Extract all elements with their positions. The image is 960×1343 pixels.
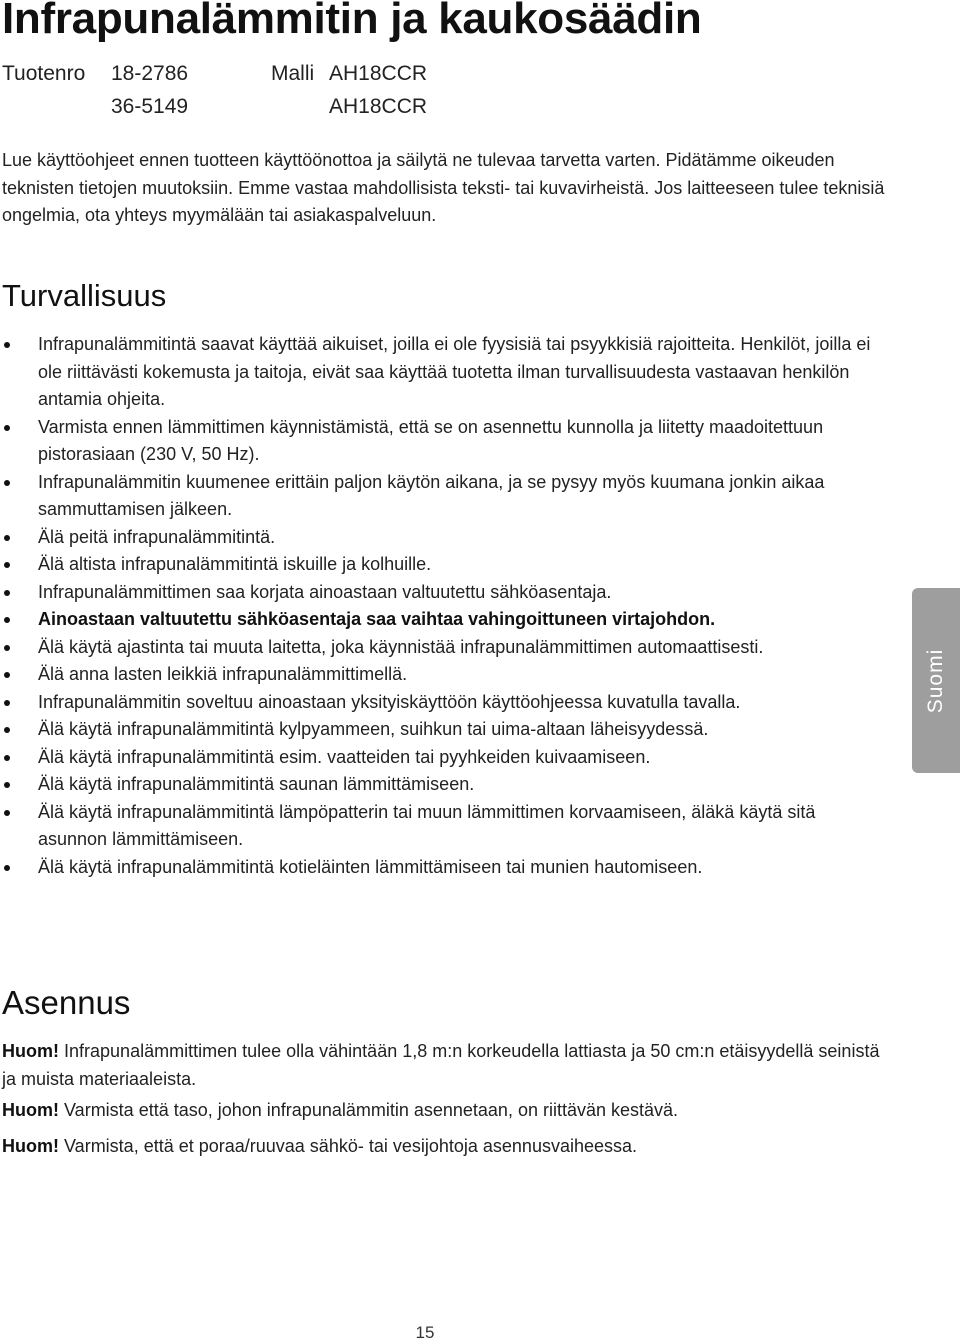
list-item: Infrapunalämmitin kuumenee erittäin paljon käytön aikana, ja se pysyy myös kuumana jonkin aikaa sammuttamisen jälkeen. <box>0 469 880 524</box>
list-item: Älä anna lasten leikkiä infrapunalämmittimellä. <box>0 661 880 689</box>
list-item: Älä peitä infrapunalämmitintä. <box>0 524 880 552</box>
list-item: Varmista ennen lämmittimen käynnistämistä, että se on asennettu kunnolla ja liitetty maadoitettuun pistorasiaan (230 V, 50 Hz). <box>0 414 880 469</box>
product-number-1: 18-2786 <box>111 62 189 85</box>
list-item: Älä käytä infrapunalämmitintä kotieläinten lämmittämiseen tai munien hautomiseen. <box>0 854 880 882</box>
note-label: Huom! <box>2 1041 59 1061</box>
language-tab-label: Suomi <box>924 648 947 713</box>
safety-list <box>0 331 880 881</box>
list-item: Älä käytä ajastinta tai muuta laitetta, joka käynnistää infrapunalämmittimen automaattisesti. <box>0 634 880 662</box>
install-note <box>2 1133 882 1161</box>
list-item: Älä käytä infrapunalämmitintä saunan lämmittämiseen. <box>0 771 880 799</box>
page-title: Infrapunalämmitin ja kaukosäädin <box>2 0 702 43</box>
list-item: Älä käytä infrapunalämmitintä esim. vaatteiden tai pyyhkeiden kuivaamiseen. <box>0 744 880 772</box>
install-heading: Asennus <box>2 984 131 1021</box>
list-item: Infrapunalämmitintä saavat käyttää aikuiset, joilla ei ole fyysisiä tai psyykkisiä rajoitteita. Henkilöt, joilla ei ole riittävästi kokemusta ja taitoja, eivät saa käyttää tuotetta ilman turvallisuudesta vastaavan henkilön antamia ohjeita. <box>0 331 880 414</box>
list-item: Älä käytä infrapunalämmitintä lämpöpatterin tai muun lämmittimen korvaamiseen, äläkä käytä sitä asunnon lämmittämiseen. <box>0 799 880 854</box>
install-note <box>2 1038 882 1093</box>
product-number-label: Tuotenro <box>2 62 86 85</box>
model-2: AH18CCR <box>329 95 428 118</box>
language-tab <box>912 588 960 773</box>
note-label: Huom! <box>2 1136 59 1156</box>
product-number-2: 36-5149 <box>111 95 189 118</box>
list-item: Ainoastaan valtuutettu sähköasentaja saa vaihtaa vahingoittuneen virtajohdon. <box>0 606 880 634</box>
note-label: Huom! <box>2 1100 59 1120</box>
page-number: 15 <box>415 1323 435 1342</box>
note-text: Varmista, että et poraa/ruuvaa sähkö- tai vesijohtoja asennusvaiheessa. <box>64 1136 638 1156</box>
safety-heading: Turvallisuus <box>2 278 167 313</box>
note-text: Varmista että taso, johon infrapunalämmitin asennetaan, on riittävän kestävä. <box>64 1100 679 1120</box>
install-note <box>2 1097 882 1125</box>
list-item: Älä altista infrapunalämmitintä iskuille ja kolhuille. <box>0 551 880 579</box>
note-text: Infrapunalämmittimen tulee olla vähintään 1,8 m:n korkeudella lattiasta ja 50 cm:n etäisyydellä seinistä ja muista materiaaleista. <box>2 1041 880 1089</box>
intro-paragraph: Lue käyttöohjeet ennen tuotteen käyttöönottoa ja säilytä ne tulevaa tarvetta varten. Pidätämme oikeuden teknisten tietojen muutoksiin. Emme vastaa mahdollisista teksti- tai kuvavirheistä. Jos laitteeseen tulee teknisiä ongelmia, ota yhteys myymälään tai asiakaspalveluun. <box>2 150 885 225</box>
model-1: AH18CCR <box>329 62 428 85</box>
model-label: Malli <box>271 62 315 85</box>
list-item: Älä käytä infrapunalämmitintä kylpyammeen, suihkun tai uima-altaan läheisyydessä. <box>0 716 880 744</box>
list-item: Infrapunalämmitin soveltuu ainoastaan yksityiskäyttöön käyttöohjeessa kuvatulla tavalla. <box>0 689 880 717</box>
list-item: Infrapunalämmittimen saa korjata ainoastaan valtuutettu sähköasentaja. <box>0 579 880 607</box>
